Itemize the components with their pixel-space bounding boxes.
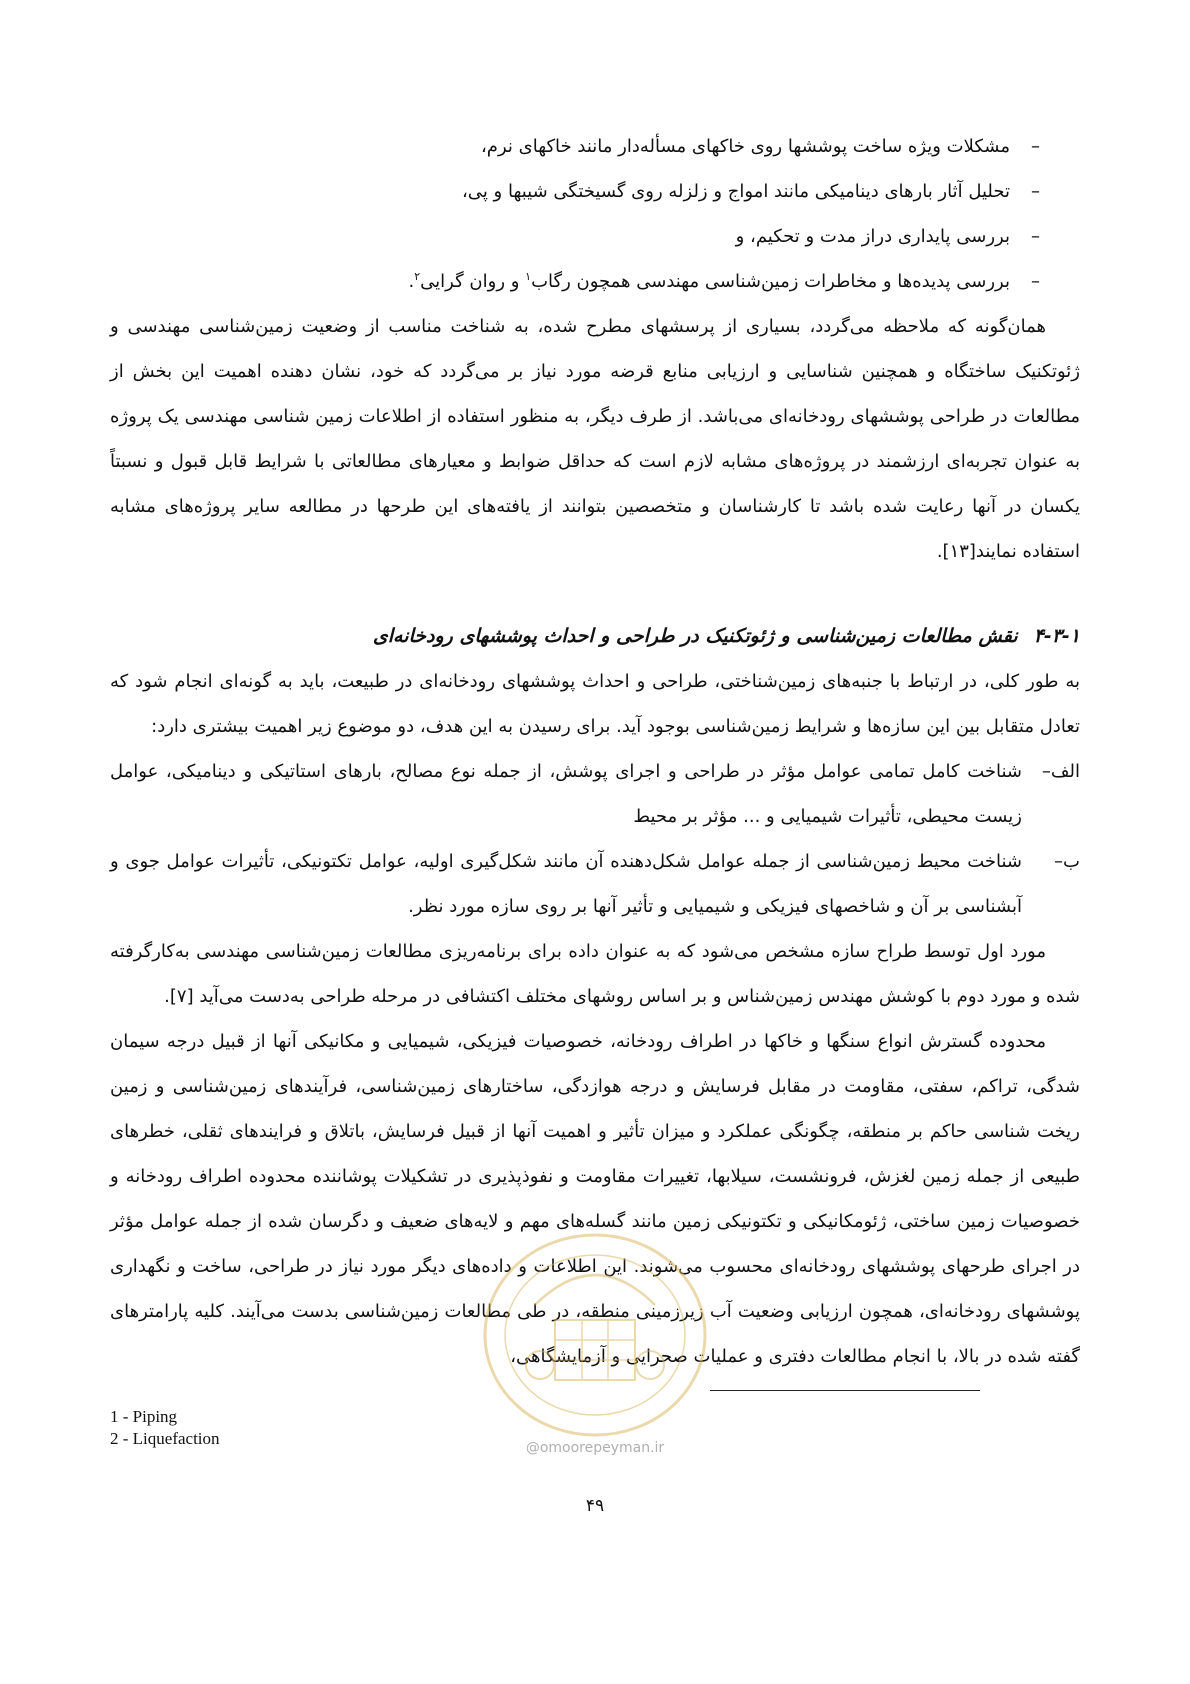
footnote-ref: ۲	[414, 270, 421, 283]
section-title: نقش مطالعات زمین‌شناسی و ژئوتکنیک در طراحی و احداث پوششهای رودخانه‌ای	[372, 625, 1018, 647]
bullet-item	[110, 124, 1080, 169]
footnote-item: 2 - Liquefaction	[110, 1429, 220, 1448]
bullet-text: تحلیل آثار بارهای دینامیکی مانند امواج و زلزله روی گسیختگی شیبها و پی،	[462, 181, 1010, 202]
bullet-text: مشکلات ویژه ساخت پوششها روی خاکهای مسأله‌دار مانند خاکهای نرم،	[481, 136, 1010, 157]
bullet-text: بررسی پایداری دراز مدت و تحکیم، و	[735, 226, 1010, 247]
section-heading	[110, 614, 1080, 659]
paragraph: مورد اول توسط طراح سازه مشخص می‌شود که به عنوان داده برای برنامه‌ریزی مطالعات زمین‌شناسی مهندسی به‌کارگرفته شده و مورد دوم با کوشش مهندس زمین‌شناس و بر اساس روشهای مختلف اکتشافی در مرحله طراحی به‌دست می‌آید [۷].	[110, 941, 1080, 1007]
list-item	[110, 749, 1080, 839]
list-marker: الف–	[1041, 761, 1080, 782]
bullet-text-part: بررسی پدیده‌ها و مخاطرات زمین‌شناسی مهندسی همچون رگاب	[531, 271, 1010, 292]
list-item	[110, 839, 1080, 929]
section-number: ۴-۳-۱	[1033, 625, 1080, 647]
watermark-logo	[445, 1225, 745, 1475]
footnote-ref: ۱	[525, 270, 532, 283]
bullet-item	[110, 169, 1080, 214]
footnotes	[110, 1406, 220, 1450]
page-body	[110, 124, 1080, 1379]
paragraph: همان‌گونه که ملاحظه می‌گردد، بسیاری از پرسشهای مطرح شده، به شناخت مناسب از وضعیت زمین‌شناسی مهندسی و ژئوتکنیک ساختگاه و همچنین شناسایی و ارزیابی منابع قرضه مورد نیاز بر می‌گردد که خود، نشان دهنده اهمیت این بخش از مطالعات در طراحی پوششهای رودخانه‌ای می‌باشد. از طرف دیگر، به منظور استفاده از اطلاعات زمین شناسی مهندسی یک پروژه به عنوان تجربه‌ای ارزشمند در پروژه‌های مشابه لازم است که حداقل ضوابط و معیارهای مطالعاتی با شرایط قابل قبول و نسبتاً یکسان در آنها رعایت شده باشد تا کارشناسان و متخصصین بتوانند از یافته‌های این طرحها در مطالعه سایر پروژه‌های مشابه استفاده نمایند[۱۳].	[110, 316, 1080, 562]
bullet-text-part: و روان گرایی	[420, 271, 526, 292]
watermark-url: @omoorepeyman.ir	[525, 1440, 665, 1456]
list-marker: ب–	[1054, 851, 1080, 872]
footnote-separator	[710, 1390, 980, 1391]
bullet-dash: –	[1031, 226, 1040, 247]
page-number: ۴۹	[585, 1496, 605, 1516]
bullet-item	[110, 259, 1080, 304]
paragraph: محدوده گسترش انواع سنگها و خاکها در اطراف رودخانه، خصوصیات فیزیکی، شیمیایی و مکانیکی آنها از قبیل درجه سیمان شدگی، تراکم، سفتی، مقاومت در مقابل فرسایش و درجه هوازدگی، ساختارهای زمین‌شناسی، فرآیندهای زمین‌شناسی و زمین ریخت شناسی حاکم بر منطقه، چگونگی عملکرد و میزان تأثیر و اهمیت آنها از قبیل فرسایش، باتلاق و فرایندهای ثقلی، خطرهای طبیعی از جمله زمین لغزش، فرونشست، سیلابها، تغییرات مقاومت و نفوذپذیری در تشکیلات پوشاننده محدوده اطراف رودخانه و خصوصیات زمین ساختی، ژئومکانیکی و تکتونیکی زمین مانند گسله‌های مهم و لایه‌های ضعیف و دگرسان شده از جمله عوامل مؤثر در اجرای طرحهای پوششهای رودخانه‌ای محسوب می‌شوند. این اطلاعات و داده‌های دیگر مورد نیاز در طراحی، ساخت و نگهداری پوششهای رودخانه‌ای، همچون ارزیابی وضعیت آب زیرزمینی منطقه، در طی مطالعات زمین‌شناسی بدست می‌آیند. کلیه پارامترهای گفته شده در بالا، با انجام مطالعات دفتری و عملیات صحرایی و آزمایشگاهی،	[110, 1031, 1080, 1367]
bullet-item	[110, 214, 1080, 259]
list-item-text: شناخت محیط زمین‌شناسی از جمله عوامل شکل‌دهنده آن مانند شکل‌گیری اولیه، عوامل تکتونیکی، تأثیرات عوامل جوی و آبشناسی بر آن و شاخصهای فیزیکی و شیمیایی و تأثیر آنها بر روی سازه مورد نظر.	[110, 851, 1022, 917]
list-item-text: شناخت کامل تمامی عوامل مؤثر در طراحی و اجرای پوشش، از جمله نوع مصالح، بارهای استاتیکی و دینامیکی، عوامل زیست محیطی، تأثیرات شیمیایی و ... مؤثر بر محیط	[110, 761, 1022, 827]
bullet-dash: –	[1031, 181, 1040, 202]
paragraph: به طور کلی، در ارتباط با جنبه‌های زمین‌شناختی، طراحی و احداث پوششهای رودخانه‌ای در طبیعت، باید به گونه‌ای انجام شود که تعادل متقابل بین این سازه‌ها و شرایط زمین‌شناسی بوجود آید. برای رسیدن به این هدف، دو موضوع زیر اهمیت بیشتری دارد:	[110, 671, 1080, 737]
bullet-dash: –	[1031, 271, 1040, 292]
bullet-dash: –	[1031, 136, 1040, 157]
footnote-item: 1 - Piping	[110, 1407, 178, 1426]
bullet-text-part: .	[408, 271, 415, 292]
